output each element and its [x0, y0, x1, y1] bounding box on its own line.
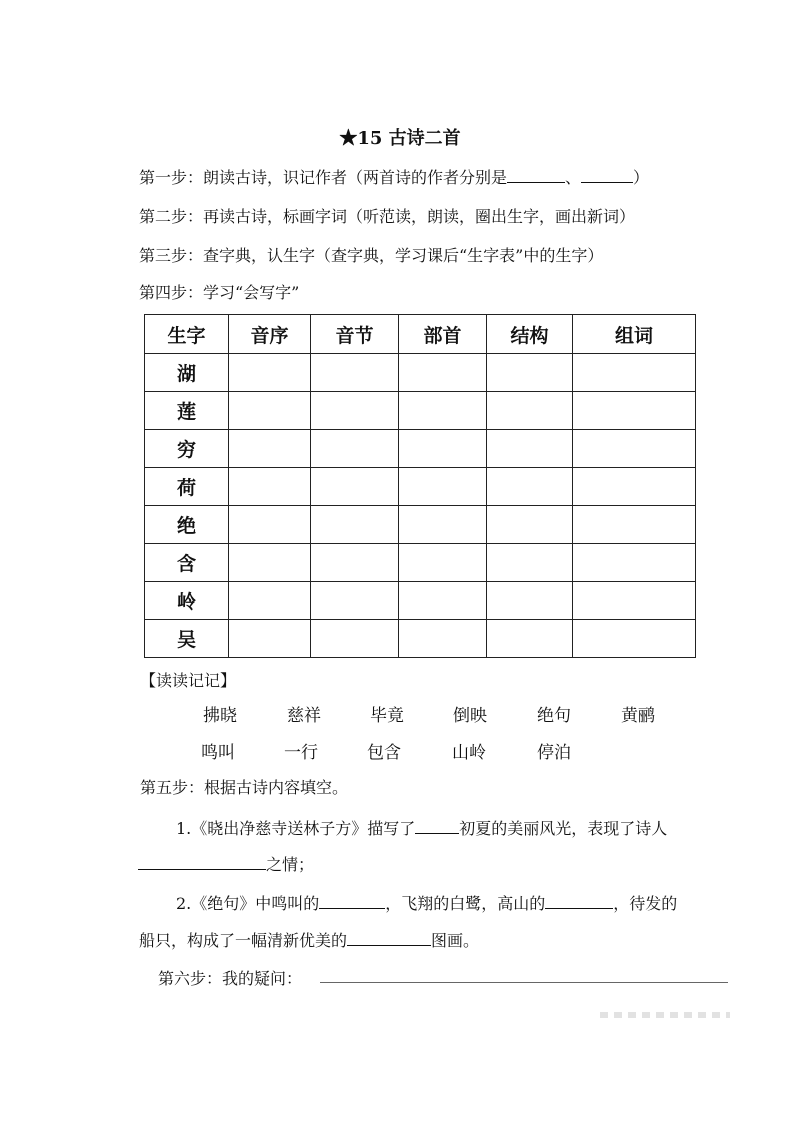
answer-cell[interactable]	[229, 430, 311, 468]
answer-cell[interactable]	[229, 506, 311, 544]
header-syllable: 音节	[311, 315, 399, 354]
table-row	[145, 392, 696, 430]
word-item: 毕竟	[370, 706, 404, 726]
word-item: 包含	[367, 743, 401, 763]
answer-cell[interactable]	[229, 582, 311, 620]
answer-cell[interactable]	[487, 544, 573, 582]
author-1-blank[interactable]	[507, 168, 565, 183]
answer-cell[interactable]	[311, 506, 399, 544]
header-words: 组词	[573, 315, 696, 354]
table-row	[145, 430, 696, 468]
q2-text-d: 船只，构成了一幅清新优美的	[139, 931, 348, 950]
question-2-line-1	[176, 891, 677, 914]
table-row	[145, 544, 696, 582]
q1-blank-2[interactable]	[138, 855, 266, 870]
step-1-text: 第一步：朗读古诗，识记作者（两首诗的作者分别是	[139, 168, 508, 187]
word-item: 山岭	[452, 743, 486, 763]
reading-heading: 【读读记记】	[140, 671, 237, 690]
answer-cell[interactable]	[229, 392, 311, 430]
answer-cell[interactable]	[573, 392, 696, 430]
q1-blank-1[interactable]	[415, 819, 459, 834]
answer-cell[interactable]	[487, 392, 573, 430]
answer-cell[interactable]	[573, 620, 696, 658]
reading-row-2	[0, 738, 800, 762]
answer-cell[interactable]	[229, 354, 311, 392]
header-structure: 结构	[487, 315, 573, 354]
word-item: 拂晓	[203, 706, 237, 726]
answer-cell[interactable]	[399, 468, 487, 506]
answer-cell[interactable]	[487, 430, 573, 468]
char-cell: 岭	[145, 582, 229, 620]
answer-cell[interactable]	[487, 506, 573, 544]
answer-cell[interactable]	[311, 468, 399, 506]
q2-blank-1[interactable]	[319, 894, 385, 909]
word-item: 倒映	[453, 706, 487, 726]
step-1-end: ）	[633, 168, 650, 187]
answer-cell[interactable]	[573, 354, 696, 392]
author-2-blank[interactable]	[581, 168, 633, 183]
word-item: 一行	[284, 743, 318, 763]
char-cell: 荷	[145, 468, 229, 506]
header-radical: 部首	[399, 315, 487, 354]
q2-blank-2[interactable]	[545, 894, 613, 909]
answer-cell[interactable]	[229, 544, 311, 582]
char-cell: 莲	[145, 392, 229, 430]
q2-text-c: ，待发的	[613, 894, 678, 913]
question-answer-line[interactable]	[320, 982, 728, 983]
word-item: 停泊	[537, 743, 571, 763]
answer-cell[interactable]	[399, 430, 487, 468]
table-row	[145, 582, 696, 620]
q2-text-b: ，飞翔的白鹭，高山的	[385, 894, 546, 913]
table-row	[145, 620, 696, 658]
table-row	[145, 506, 696, 544]
answer-cell[interactable]	[311, 582, 399, 620]
table-row	[145, 354, 696, 392]
step-2: 第二步：再读古诗，标画字词（听范读，朗读，圈出生字，画出新词）	[139, 207, 636, 226]
page-title: ★15 古诗二首	[339, 128, 461, 149]
table-row	[145, 468, 696, 506]
reading-row-1	[0, 701, 800, 725]
answer-cell[interactable]	[229, 468, 311, 506]
answer-cell[interactable]	[573, 544, 696, 582]
answer-cell[interactable]	[487, 354, 573, 392]
q1-text-c: 之情；	[266, 855, 315, 874]
answer-cell[interactable]	[311, 354, 399, 392]
word-item: 慈祥	[287, 706, 321, 726]
word-item: 鸣叫	[201, 743, 235, 763]
question-1-line-2	[138, 852, 314, 875]
char-cell: 吴	[145, 620, 229, 658]
q1-text-b: 初夏的美丽风光，表现了诗人	[459, 819, 668, 838]
question-1-line-1	[176, 816, 667, 839]
step-1-sep: 、	[565, 168, 582, 187]
q2-text-e: 图画。	[431, 931, 480, 950]
question-2-line-2	[139, 928, 479, 951]
character-table	[144, 314, 696, 658]
answer-cell[interactable]	[311, 430, 399, 468]
answer-cell[interactable]	[399, 620, 487, 658]
step-3: 第三步：查字典，认生字（查字典，学习课后“生字表”中的生字）	[139, 246, 604, 265]
answer-cell[interactable]	[573, 430, 696, 468]
answer-cell[interactable]	[399, 392, 487, 430]
step-4: 第四步：学习“会写字”	[139, 283, 300, 302]
answer-cell[interactable]	[573, 506, 696, 544]
answer-cell[interactable]	[311, 620, 399, 658]
answer-cell[interactable]	[487, 582, 573, 620]
answer-cell[interactable]	[573, 582, 696, 620]
header-initial: 音序	[229, 315, 311, 354]
answer-cell[interactable]	[311, 392, 399, 430]
q1-text-a: 1.《晓出净慈寺送林子方》描写了	[176, 819, 416, 838]
char-cell: 穷	[145, 430, 229, 468]
q2-blank-3[interactable]	[347, 931, 431, 946]
answer-cell[interactable]	[399, 354, 487, 392]
char-cell: 绝	[145, 506, 229, 544]
table-header-row	[145, 315, 696, 354]
q2-text-a: 2.《绝句》中鸣叫的	[176, 894, 320, 913]
step-1	[139, 165, 649, 188]
answer-cell[interactable]	[487, 468, 573, 506]
step-6: 第六步：我的疑问：	[158, 969, 303, 988]
answer-cell[interactable]	[487, 620, 573, 658]
char-cell: 湖	[145, 354, 229, 392]
word-item: 黄鹂	[621, 706, 655, 726]
scan-artifact	[600, 1012, 730, 1018]
answer-cell[interactable]	[399, 506, 487, 544]
answer-cell[interactable]	[399, 544, 487, 582]
step-5: 第五步：根据古诗内容填空。	[140, 778, 349, 797]
answer-cell[interactable]	[573, 468, 696, 506]
char-cell: 含	[145, 544, 229, 582]
answer-cell[interactable]	[311, 544, 399, 582]
answer-cell[interactable]	[399, 582, 487, 620]
header-char: 生字	[145, 315, 229, 354]
word-item: 绝句	[537, 706, 571, 726]
answer-cell[interactable]	[229, 620, 311, 658]
